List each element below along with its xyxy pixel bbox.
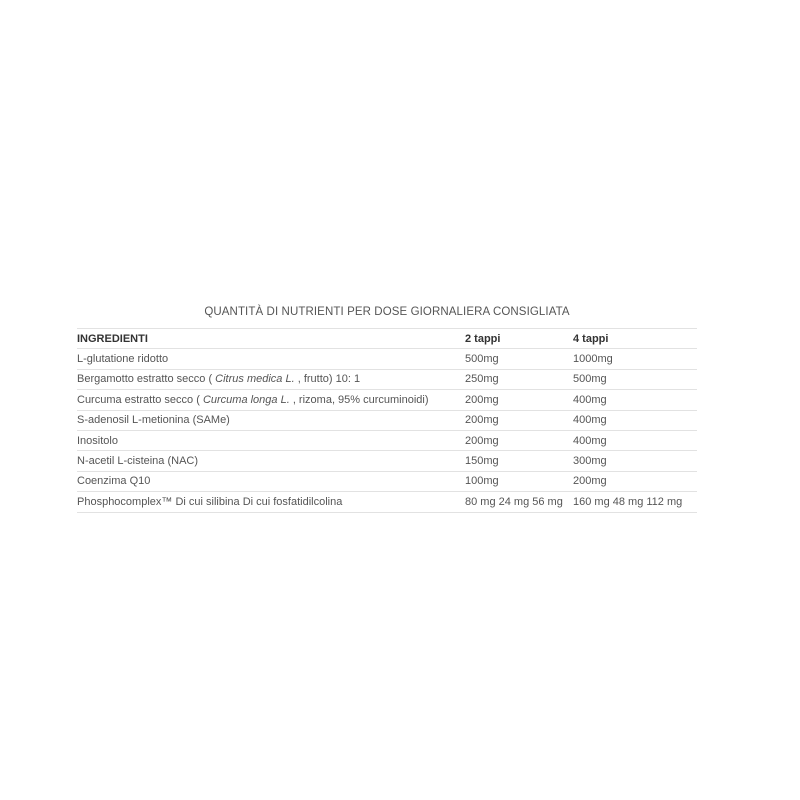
table-row	[77, 492, 697, 512]
quantity-4-caps: 200mg	[573, 471, 697, 491]
header-ingredients: INGREDIENTI	[77, 329, 463, 349]
ingredient-name: L-glutatione ridotto	[77, 349, 463, 369]
quantity-2-caps: 80 mg 24 mg 56 mg	[463, 492, 573, 512]
ingredient-name-text: Curcuma estratto secco (	[77, 393, 203, 406]
ingredient-botanical-name: Curcuma longa L.	[202, 393, 290, 406]
table-header-row	[77, 329, 697, 349]
header-2-caps: 2 tappi	[463, 329, 573, 349]
quantity-2-caps: 200mg	[463, 410, 573, 430]
quantity-2-caps: 500mg	[463, 349, 573, 369]
table-row	[77, 410, 697, 430]
nutrient-table	[77, 328, 697, 513]
table-row	[77, 430, 697, 450]
ingredient-name	[77, 369, 463, 389]
quantity-2-caps: 200mg	[463, 390, 573, 410]
quantity-4-caps: 160 mg 48 mg 112 mg	[573, 492, 697, 512]
quantity-4-caps: 1000mg	[573, 349, 697, 369]
table-row	[77, 349, 697, 369]
quantity-4-caps: 500mg	[573, 369, 697, 389]
table-row	[77, 451, 697, 471]
table-caption: QUANTITÀ DI NUTRIENTI PER DOSE GIORNALIERA CONSIGLIATA	[204, 306, 570, 318]
ingredient-name-text: , rizoma, 95% curcuminoidi)	[289, 393, 429, 406]
quantity-2-caps: 200mg	[463, 430, 573, 450]
quantity-2-caps: 250mg	[463, 369, 573, 389]
table-row	[77, 390, 697, 410]
quantity-4-caps: 300mg	[573, 451, 697, 471]
ingredient-name: Inositolo	[77, 430, 463, 450]
ingredient-name	[77, 390, 463, 410]
table-row	[77, 471, 697, 491]
ingredient-name: S-adenosil L-metionina (SAMe)	[77, 410, 463, 430]
quantity-4-caps: 400mg	[573, 390, 697, 410]
header-4-caps: 4 tappi	[573, 329, 697, 349]
ingredient-name: N-acetil L-cisteina (NAC)	[77, 451, 463, 471]
quantity-4-caps: 400mg	[573, 430, 697, 450]
quantity-2-caps: 150mg	[463, 451, 573, 471]
ingredient-botanical-name: Citrus medica L.	[215, 373, 295, 386]
table-row	[77, 369, 697, 389]
quantity-4-caps: 400mg	[573, 410, 697, 430]
quantity-2-caps: 100mg	[463, 471, 573, 491]
ingredient-name: Phosphocomplex™ Di cui silibina Di cui fosfatidilcolina	[77, 492, 463, 512]
ingredient-name-text: Bergamotto estratto secco (	[77, 373, 216, 386]
ingredient-name-text: , frutto) 10: 1	[294, 373, 361, 386]
ingredient-name: Coenzima Q10	[77, 471, 463, 491]
